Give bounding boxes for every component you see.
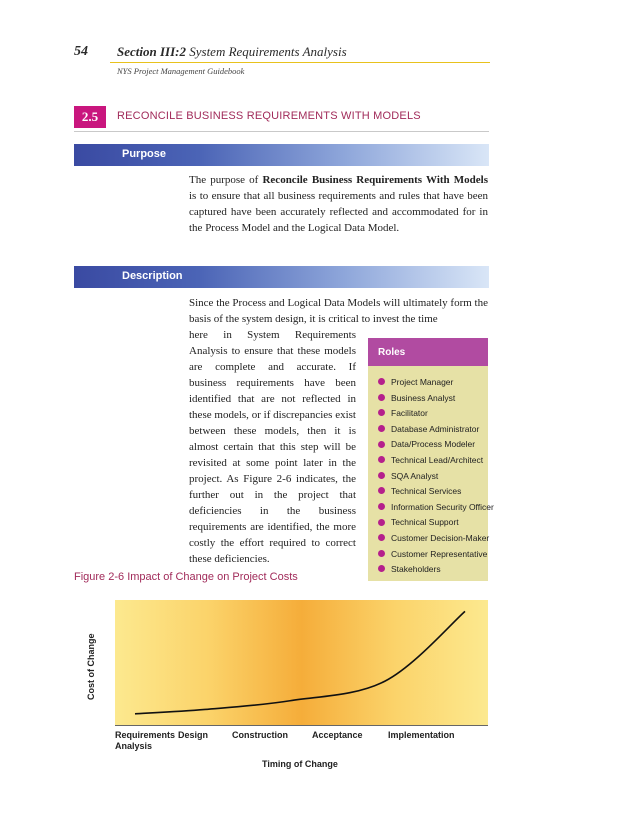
- x-tick-label: Construction: [232, 730, 288, 740]
- x-tick-label: Requirements Analysis: [115, 730, 176, 751]
- x-tick-label: Implementation: [388, 730, 455, 740]
- role-item: [378, 564, 441, 574]
- bullet-icon: [378, 425, 385, 432]
- description-paragraph-narrow: here in System Requirements Analysis to ensure that these models are complete and accurate. If business requirements have been identified that are not reflected in these models, or if discrepancies exist between these models, then it is almost certain that this step will be revisited at some point later in the project. As Figure 2-6 indicates, the further out in the project that deficiencies in the business requirements are identified, the more costly the effort required to correct these deficiencies.: [189, 329, 356, 565]
- y-axis-title: Cost of Change: [86, 633, 96, 700]
- role-item: [378, 549, 487, 559]
- bullet-icon: [378, 472, 385, 479]
- guidebook-title: NYS Project Management Guidebook: [117, 66, 245, 76]
- bullet-icon: [378, 519, 385, 526]
- purpose-paragraph: [189, 172, 488, 236]
- role-label: Facilitator: [391, 408, 428, 419]
- role-item: [378, 471, 438, 481]
- role-label: Stakeholders: [391, 564, 441, 575]
- role-item: [378, 377, 453, 387]
- bullet-icon: [378, 565, 385, 572]
- description-label: Description: [122, 270, 183, 282]
- cost-curve-line: [135, 611, 465, 713]
- role-label: Information Security Officer: [391, 501, 494, 512]
- section-number-badge: 2.5: [74, 106, 106, 128]
- bullet-icon: [378, 456, 385, 463]
- bullet-icon: [378, 394, 385, 401]
- purpose-text-lead: The purpose of: [189, 174, 263, 186]
- purpose-text-bold: Reconcile Business Requirements With Models: [262, 174, 488, 186]
- role-item: [378, 439, 475, 449]
- role-label: Data/Process Modeler: [391, 439, 476, 450]
- purpose-text-rest: is to ensure that all business requirements and rules that have been captured have been accurately reflected and accommodated for in the Process Model and the Logical Data Model.: [189, 190, 488, 234]
- role-item: [378, 424, 479, 434]
- section-title: System Requirements Analysis: [189, 44, 347, 59]
- role-label: Database Administrator: [391, 423, 480, 434]
- role-item: [378, 533, 489, 543]
- bullet-icon: [378, 534, 385, 541]
- page-number: 54: [74, 44, 88, 59]
- role-item: [378, 486, 461, 496]
- bullet-icon: [378, 550, 385, 557]
- role-item: [378, 517, 459, 527]
- running-header-title: [117, 44, 347, 60]
- x-tick-label: Acceptance: [312, 730, 363, 740]
- role-label: SQA Analyst: [391, 470, 439, 481]
- roles-title: Roles: [378, 347, 406, 358]
- bullet-icon: [378, 441, 385, 448]
- bullet-icon: [378, 487, 385, 494]
- role-item: [378, 502, 494, 512]
- role-item: [378, 455, 483, 465]
- role-item: [378, 393, 455, 403]
- role-label: Technical Services: [391, 486, 462, 497]
- x-axis-title: Timing of Change: [262, 759, 338, 769]
- section-rule: [74, 131, 489, 132]
- description-bar: [74, 266, 489, 288]
- role-label: Project Manager: [391, 377, 454, 387]
- bullet-icon: [378, 409, 385, 416]
- figure-caption: Figure 2-6 Impact of Change on Project Costs: [74, 571, 298, 583]
- role-label: Customer Representative: [391, 548, 488, 559]
- x-axis-line: [115, 725, 488, 726]
- bullet-icon: [378, 378, 385, 385]
- role-label: Technical Support: [391, 517, 459, 528]
- cost-curve-chart: [115, 600, 488, 725]
- purpose-label: Purpose: [122, 148, 167, 160]
- role-item: [378, 408, 428, 418]
- description-paragraph-wide: Since the Process and Logical Data Models will ultimately form the basis of the system design, it is critical to invest the time: [189, 297, 488, 325]
- x-tick-label: Design: [178, 730, 209, 740]
- header-rule: [110, 62, 490, 63]
- role-label: Business Analyst: [391, 392, 456, 403]
- role-label: Technical Lead/Architect: [391, 455, 484, 465]
- bullet-icon: [378, 503, 385, 510]
- section-heading: RECONCILE BUSINESS REQUIREMENTS WITH MODELS: [117, 110, 421, 122]
- purpose-bar: [74, 144, 489, 166]
- section-label: Section III:2: [117, 44, 186, 59]
- role-label: Customer Decision-Maker: [391, 533, 490, 543]
